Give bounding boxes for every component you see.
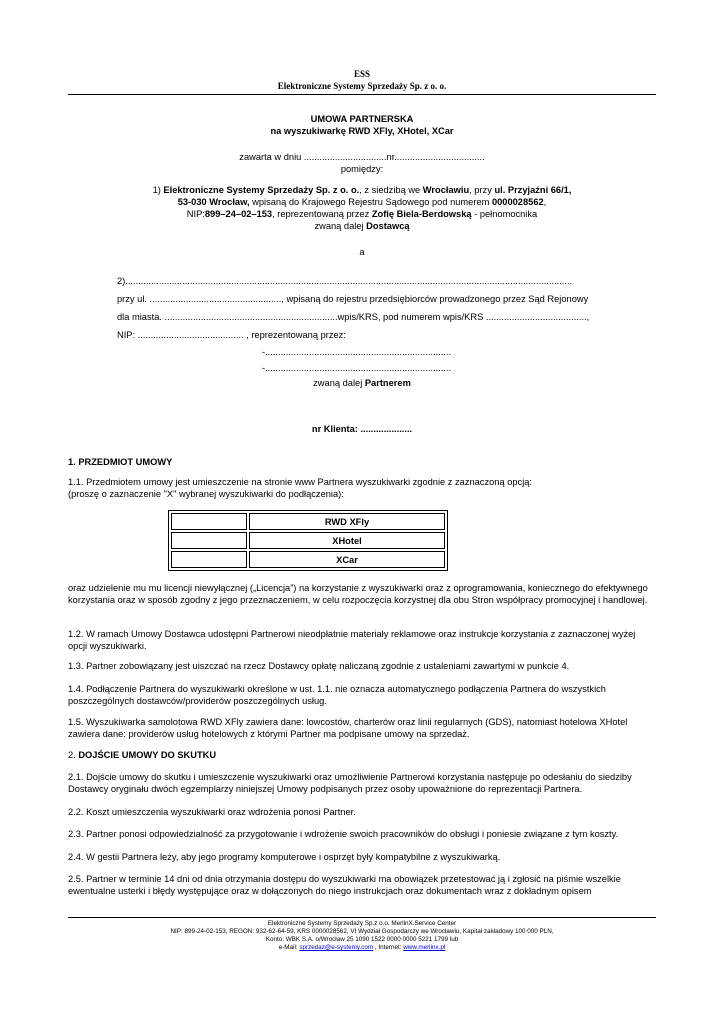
checkbox-xhotel[interactable] [171,532,247,549]
clause-1-5: 1.5. Wyszukiwarka samolotowa RWD XFly zawiera dane: lowcostów, charterów oraz linii regularnych (GDS), natomiast hotelowa XHotel zawiera dane: providerów usług hotelowych z którymi Partner ma podpisane umowy na sprzedaż. [68,717,628,740]
option-row-xhotel [171,532,445,549]
option-label-xcar: XCar [249,551,445,568]
section1-heading: 1. PRZEDMIOT UMOWY [68,457,173,467]
option-label-xhotel: XHotel [249,532,445,549]
party2-register-line: dla miasta. ...................................................................wpis/KRS, pod numerem wpis/KRS ......................................., [117,312,590,322]
footer-company: Elektroniczne Systemy Sprzedaży Sp.z o.o. MerlinX.Service Center [267,920,457,927]
clause-1-4: 1.4. Podłączenie Partnera do wyszukiwarki określone w ust. 1.1. nie oznacza automatycznego podłączenia Partnera do wszystkich poszczególnych dostawców/providerów poszczególnych usług. [68,684,606,707]
clause-2-2: 2.2. Koszt umieszczenia wyszukiwarki oraz wdrożenia ponosi Partner. [68,807,356,817]
footer-contact: e-Mail: sprzedaz@e-systemy.com , Internet: www.merlinx.pl [278,944,446,951]
party1-line3: NIP:899–24–02–153, reprezentowaną przez Zofię Biela-Berdowską - pełnomocnika [186,209,538,219]
option-row-xfly [171,513,445,530]
between-label: pomiędzy: [340,164,384,174]
clause-2-3: 2.3. Partner ponosi odpowiedzialność za przygotowanie i wdrożenie swoich pracowników do obsługi i poniesie związane z tym koszty. [68,829,619,839]
checkbox-xfly[interactable] [171,513,247,530]
party1-line1: 1) Elektroniczne Systemy Sprzedaży Sp. z o. o., z siedzibą we Wrocławiu, przy ul. Przyjaźni 66/1, [152,185,572,195]
footer-bank: Konto: WBK S.A. o/Wrocław 25 1090 1522 0000 0000 5221 1799 lub [265,936,459,943]
website-link[interactable]: www.merlinx.pl [403,944,446,951]
and-label: a [359,247,365,257]
footer-registration: NIP: 899-24-02-153, REGON: 932-62-64-59, KRS 0000028562, VI Wydział Gospodarczy we Wrocławiu, Kapitał zakładowy 100 000 PLN, [170,928,554,935]
license-paragraph: oraz udzielenie mu mu licencji niewyłącznej („Licencja”) na korzystanie z wyszukiwarki oraz z oprogramowania, koniecznego do efektywnego korzystania oraz w sposób zgodny z jego przeznaczeniem, w celu rozpoczęcia korzystnej dla obu Stron współpracy promocyjnej i handlowej. [68,583,648,606]
party2-signatory-1: -........................................................................ [262,347,452,357]
party2-signatory-2: -........................................................................ [262,363,452,373]
clause-1-1: 1.1. Przedmiotem umowy jest umieszczenie na stronie www Partnera wyszukiwarki zgodnie z zaznaczoną opcją: [68,477,533,487]
option-row-xcar [171,551,445,568]
client-number: nr Klienta: .................... [311,424,413,434]
email-link[interactable]: sprzedaz@e-systemy.com [299,944,374,951]
clause-1-2: 1.2. W ramach Umowy Dostawca udostępni Partnerowi nieodpłatnie materiały reklamowe oraz instrukcje korzystania z zaznaczonej wyżej opcji wyszukiwarki. [68,629,636,652]
header-divider [68,94,656,95]
party2-called: zwaną dalej Partnerem [313,378,411,388]
search-engine-options-table [168,510,448,571]
party1-called: zwaną dalej Dostawcą [314,221,410,231]
contract-title: UMOWA PARTNERSKA [310,114,414,124]
contract-subtitle: na wyszukiwarkę RWD XFly, XHotel, XCar [270,126,454,136]
party2-street-line: przy ul. ..................................................., wpisaną do rejestru przedsiębiorców prowadzonego przez Sąd Rejonowy [117,294,589,304]
section2-heading: 2. DOJŚCIE UMOWY DO SKUTKU [68,750,217,760]
clause-2-4: 2.4. W gestii Partnera leży, aby jego programy komputerowe i osprzęt były kompatybilne z wyszukiwarką. [68,852,501,862]
party2-name-line: 2)............................................................................................................................................................................. [117,276,573,286]
header-company: Elektroniczne Systemy Sprzedaży Sp. z o. o. [277,81,447,91]
checkbox-xcar[interactable] [171,551,247,568]
clause-2-1: 2.1. Dojście umowy do skutku i umieszczenie wyszukiwarki oraz umożliwienie Partnerowi korzystania następuje po odesłaniu do siedziby Dostawcy oryginału dwóch egzemplarzy niniejszej Umowy podpisanych przez osoby upoważnione do reprezentacji Partnera. [68,772,632,795]
party1-line2: 53-030 Wrocław, wpisaną do Krajowego Rejestru Sądowego pod numerem 0000028562, [177,197,547,207]
clause-1-3: 1.3. Partner zobowiązany jest uiszczać na rzecz Dostawcy opłatę naliczaną zgodnie z ustaleniami zawartymi w punkcie 4. [68,661,570,671]
footer-divider [68,917,656,918]
header-short: ESS [353,69,370,79]
option-label-xfly: RWD XFly [249,513,445,530]
concluded-line: zawarta w dniu ................................nr................................... [239,152,485,162]
party2-nip-line: NIP: ......................................... , reprezentowaną przez: [117,330,346,340]
clause-1-1-note: (proszę o zaznaczenie "X" wybranej wyszukiwarki do podłączenia): [68,489,344,499]
clause-2-5: 2.5. Partner w terminie 14 dni od dnia otrzymania dostępu do wyszukiwarki ma obowiązek przetestować ją i zgłosić na piśmie wszelkie ewentualne usterki i błędy występujące oraz w dołączonych do niego instrukcjach oraz dokumentach wraz z dokładnym opisem [68,874,621,897]
